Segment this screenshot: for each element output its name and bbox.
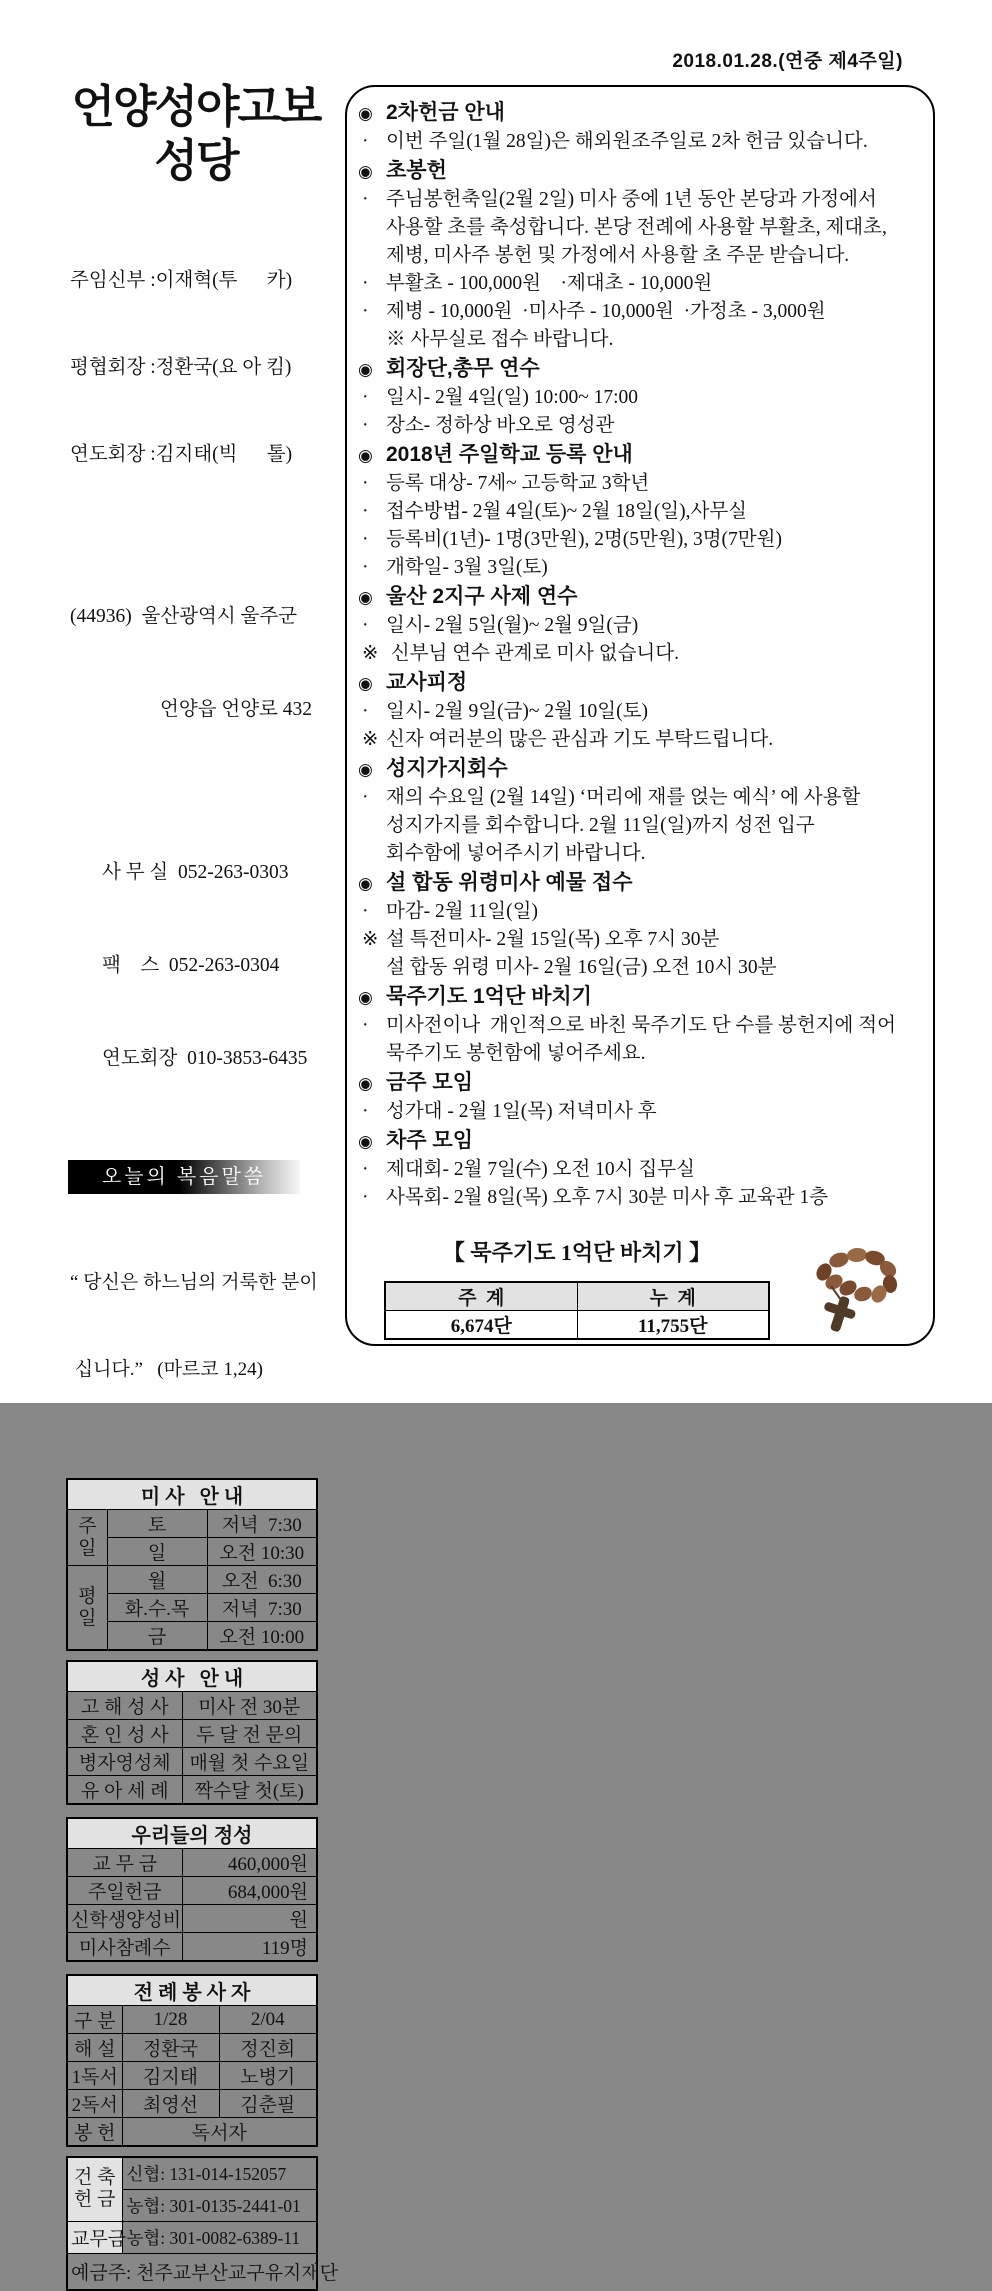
gospel-header-banner: 오늘의 복음말씀 bbox=[68, 1160, 300, 1194]
sacrament-value: 짝수달 첫(토) bbox=[182, 1776, 317, 1805]
announcement-line bbox=[356, 698, 923, 726]
announcement-line bbox=[356, 326, 923, 354]
announcement-header bbox=[356, 354, 923, 384]
announcement-text: ※ 사무실로 접수 바랍니다. bbox=[386, 329, 614, 350]
announcement-text: 제병 - 10,000원 ·미사주 - 10,000원 ·가정초 - 3,000원 bbox=[386, 301, 826, 322]
fisheye-bullet-icon: ◉ bbox=[358, 874, 373, 893]
address-block bbox=[62, 539, 330, 787]
announcement-line bbox=[356, 214, 923, 242]
col-header: 구 분 bbox=[67, 2006, 122, 2034]
announcement-line bbox=[356, 1098, 923, 1126]
address-line1: (44936) 울산광역시 울주군 bbox=[70, 606, 298, 627]
offering-label: 주일헌금 bbox=[67, 1877, 182, 1905]
announcement-line bbox=[356, 726, 923, 754]
table-title: 성 사 안 내 bbox=[67, 1661, 317, 1692]
announcement-line bbox=[356, 784, 923, 812]
announcement-line bbox=[356, 526, 923, 554]
offering-value: 684,000원 bbox=[182, 1877, 317, 1905]
announcement-line bbox=[356, 270, 923, 298]
announcement-header bbox=[356, 98, 923, 128]
announcement-header bbox=[356, 582, 923, 612]
announcement-text: 성지가지회수 bbox=[386, 757, 508, 780]
announcement-text: 회수함에 넣어주시기 바랍니다. bbox=[386, 843, 646, 864]
dot-bullet-icon: · bbox=[362, 301, 369, 322]
sacrament-table bbox=[66, 1660, 318, 1805]
dot-bullet-icon: · bbox=[362, 1015, 369, 1036]
mass-day: 토 bbox=[107, 1510, 207, 1538]
announcement-line bbox=[356, 1040, 923, 1068]
dot-bullet-icon: · bbox=[362, 701, 369, 722]
announcement-text: 회장단,총무 연수 bbox=[386, 357, 540, 380]
server-role: 1독서 bbox=[67, 2062, 122, 2090]
announcement-text: 재의 수요일 (2월 14일) ‘머리에 재를 얹는 예식’ 에 사용할 bbox=[386, 787, 861, 808]
announcement-header bbox=[356, 754, 923, 784]
church-name-line1: 언양성야고보 bbox=[71, 81, 321, 132]
rosary-tally-title: 【 묵주기도 1억단 바치기 】 bbox=[442, 1240, 712, 1265]
account-label-building: 건 축 헌 금 bbox=[67, 2157, 122, 2221]
left-column bbox=[62, 72, 338, 2291]
announcement-text: 신자 여러분의 많은 관심과 기도 부탁드립니다. bbox=[386, 729, 774, 750]
announcement-text: 설 합동 위령미사 예물 접수 bbox=[386, 871, 633, 894]
gospel-quote bbox=[62, 1210, 330, 1442]
announcement-text: 개학일- 3월 3일(토) bbox=[386, 557, 548, 578]
mass-day: 화.수.목 bbox=[107, 1594, 207, 1622]
sacrament-value: 미사 전 30분 bbox=[182, 1692, 317, 1720]
total-count: 11,755단 bbox=[577, 1311, 769, 1340]
offering-label: 미사참례수 bbox=[67, 1933, 182, 1962]
announcement-header bbox=[356, 668, 923, 698]
announcement-text: 미사전이나 개인적으로 바친 묵주기도 단 수를 봉헌지에 적어 bbox=[386, 1015, 896, 1036]
mass-day: 일 bbox=[107, 1538, 207, 1566]
announcement-line bbox=[356, 1012, 923, 1040]
announcement-text: 접수방법- 2월 4일(토)~ 2월 18일(일),사무실 bbox=[386, 501, 748, 522]
announcement-text: 일시- 2월 9일(금)~ 2월 10일(토) bbox=[386, 701, 648, 722]
announcement-list bbox=[356, 98, 923, 1212]
reference-mark-icon: ※ bbox=[362, 643, 379, 664]
gospel-quote-line1: “ 당신은 하느님의 거룩한 분이 bbox=[70, 1272, 318, 1293]
phone-fax: 팩 스 052-263-0304 bbox=[102, 955, 280, 976]
sacrament-value: 두 달 전 문의 bbox=[182, 1720, 317, 1748]
announcement-line bbox=[356, 812, 923, 840]
col-header: 2/04 bbox=[219, 2006, 317, 2034]
offering-label: 교 무 금 bbox=[67, 1849, 182, 1877]
announcement-line bbox=[356, 554, 923, 582]
dot-bullet-icon: · bbox=[362, 1187, 369, 1208]
announcement-text: 제대회- 2월 7일(수) 오전 10시 집무실 bbox=[386, 1159, 695, 1180]
announcement-text: 울산 2지구 사제 연수 bbox=[386, 585, 578, 608]
staff-council: 평협회장 :정환국(요 아 킴) bbox=[70, 357, 292, 378]
announcement-line bbox=[356, 926, 923, 954]
announcement-line bbox=[356, 954, 923, 982]
announcement-header bbox=[356, 1126, 923, 1156]
server-name: 김지태 bbox=[122, 2062, 219, 2090]
dot-bullet-icon: · bbox=[362, 501, 369, 522]
announcement-line bbox=[356, 1156, 923, 1184]
announcement-line bbox=[356, 384, 923, 412]
announcement-header bbox=[356, 1068, 923, 1098]
server-role: 해 설 bbox=[67, 2034, 122, 2062]
announcement-line bbox=[356, 498, 923, 526]
announcement-line bbox=[356, 242, 923, 270]
phone-office: 사 무 실 052-263-0303 bbox=[102, 862, 289, 883]
dot-bullet-icon: · bbox=[362, 1101, 369, 1122]
announcement-text: 교사피정 bbox=[386, 671, 468, 694]
announcement-text: 신부님 연수 관계로 미사 없습니다. bbox=[386, 643, 679, 664]
announcement-text: 사용할 초를 축성합니다. 본당 전례에 사용할 부활초, 제대초, bbox=[386, 217, 887, 238]
announcement-line bbox=[356, 640, 923, 668]
mass-time: 오전 10:30 bbox=[207, 1538, 317, 1566]
announcement-text: 설 합동 위령 미사- 2월 16일(금) 오전 10시 30분 bbox=[386, 957, 777, 978]
announcement-text: 주님봉헌축일(2월 2일) 미사 중에 1년 동안 본당과 가정에서 bbox=[386, 189, 877, 210]
phone-yeondo: 연도회장 010-3853-6435 bbox=[102, 1048, 308, 1069]
mass-time: 저녁 7:30 bbox=[207, 1594, 317, 1622]
announcement-text: 차주 모임 bbox=[386, 1129, 473, 1152]
fisheye-bullet-icon: ◉ bbox=[358, 588, 373, 607]
server-name: 김춘필 bbox=[219, 2090, 317, 2118]
mass-day: 금 bbox=[107, 1622, 207, 1651]
announcement-text: 초봉헌 bbox=[386, 159, 447, 182]
announcement-text: 등록비(1년)- 1명(3만원), 2명(5만원), 3명(7만원) bbox=[386, 529, 782, 550]
liturgy-servers-table bbox=[66, 1974, 318, 2147]
announcement-line bbox=[356, 298, 923, 326]
account-label-fee: 교무금 bbox=[67, 2221, 122, 2253]
dot-bullet-icon: · bbox=[362, 473, 369, 494]
offering-label: 신학생양성비 bbox=[67, 1905, 182, 1933]
fisheye-bullet-icon: ◉ bbox=[358, 674, 373, 693]
account-number: 농협: 301-0082-6389-11 bbox=[122, 2221, 317, 2253]
dot-bullet-icon: · bbox=[362, 415, 369, 436]
announcement-header bbox=[356, 156, 923, 186]
staff-yeondo: 연도회장 :김지태(빅 톨) bbox=[70, 444, 293, 465]
sacrament-label: 고 해 성 사 bbox=[67, 1692, 182, 1720]
fisheye-bullet-icon: ◉ bbox=[358, 360, 373, 379]
mass-time: 오전 6:30 bbox=[207, 1566, 317, 1594]
dot-bullet-icon: · bbox=[362, 273, 369, 294]
server-name: 최영선 bbox=[122, 2090, 219, 2118]
announcement-line bbox=[356, 128, 923, 156]
phone-block bbox=[62, 795, 330, 1136]
announcement-line bbox=[356, 898, 923, 926]
col-header-week: 주 계 bbox=[385, 1282, 577, 1311]
dot-bullet-icon: · bbox=[362, 387, 369, 408]
announcement-text: 장소- 정하상 바오로 영성관 bbox=[386, 415, 615, 436]
sacrament-label: 병자영성체 bbox=[67, 1748, 182, 1776]
announcement-header bbox=[356, 868, 923, 898]
church-name-line2: 성당 bbox=[154, 135, 238, 186]
offering-value: 119명 bbox=[182, 1933, 317, 1962]
reference-mark-icon: ※ bbox=[362, 929, 379, 950]
sacrament-label: 유 아 세 례 bbox=[67, 1776, 182, 1805]
announcement-text: 성가대 - 2월 1일(목) 저녁미사 후 bbox=[386, 1101, 657, 1122]
rosary-photo bbox=[791, 1238, 911, 1342]
announcement-line bbox=[356, 412, 923, 440]
offering-value: 460,000원 bbox=[182, 1849, 317, 1877]
day-group-sunday: 주 일 bbox=[67, 1510, 107, 1566]
announcement-line bbox=[356, 470, 923, 498]
announcement-line bbox=[356, 840, 923, 868]
announcement-line bbox=[356, 186, 923, 214]
mass-day: 월 bbox=[107, 1566, 207, 1594]
server-name: 노병기 bbox=[219, 2062, 317, 2090]
col-header-total: 누 계 bbox=[577, 1282, 769, 1311]
fisheye-bullet-icon: ◉ bbox=[358, 1132, 373, 1151]
fisheye-bullet-icon: ◉ bbox=[358, 760, 373, 779]
announcement-text: 묵주기도 봉헌함에 넣어주세요. bbox=[386, 1043, 646, 1064]
issue-date: 2018.01.28.(연중 제4주일) bbox=[672, 51, 903, 72]
fisheye-bullet-icon: ◉ bbox=[358, 1074, 373, 1093]
announcement-text: 2018년 주일학교 등록 안내 bbox=[386, 443, 633, 466]
fisheye-bullet-icon: ◉ bbox=[358, 988, 373, 1007]
announcement-text: 제병, 미사주 봉헌 및 가정에서 사용할 초 주문 받습니다. bbox=[386, 245, 850, 266]
dot-bullet-icon: · bbox=[362, 557, 369, 578]
announcement-text: 2차헌금 안내 bbox=[386, 101, 505, 124]
announcement-text: 일시- 2월 5일(월)~ 2월 9일(금) bbox=[386, 615, 639, 636]
staff-list bbox=[62, 208, 330, 527]
announcement-header bbox=[356, 982, 923, 1012]
table-title: 전 례 봉 사 자 bbox=[67, 1975, 317, 2006]
fisheye-bullet-icon: ◉ bbox=[358, 162, 373, 181]
announcement-text: 설 특전미사- 2월 15일(목) 오후 7시 30분 bbox=[386, 929, 720, 950]
announcement-text: 마감- 2월 11일(일) bbox=[386, 901, 538, 922]
fisheye-bullet-icon: ◉ bbox=[358, 446, 373, 465]
mass-schedule-table bbox=[66, 1478, 318, 1651]
address-line2: 언양읍 언양로 432 bbox=[160, 699, 313, 720]
account-holder: 예금주: 천주교부산교구유지재단 bbox=[67, 2253, 317, 2290]
mass-time: 저녁 7:30 bbox=[207, 1510, 317, 1538]
announcement-text: 등록 대상- 7세~ 고등학교 3학년 bbox=[386, 473, 650, 494]
offering-value: 원 bbox=[182, 1905, 317, 1933]
dot-bullet-icon: · bbox=[362, 901, 369, 922]
server-name: 독서자 bbox=[122, 2118, 317, 2147]
fisheye-bullet-icon: ◉ bbox=[358, 104, 373, 123]
bank-accounts-table bbox=[66, 2156, 338, 2291]
dot-bullet-icon: · bbox=[362, 131, 369, 152]
table-title: 미 사 안 내 bbox=[67, 1479, 317, 1510]
mass-time: 오전 10:00 bbox=[207, 1622, 317, 1651]
rosary-tally-table bbox=[384, 1281, 770, 1340]
announcement-text: 묵주기도 1억단 바치기 bbox=[386, 985, 592, 1008]
account-number: 농협: 301-0135-2441-01 bbox=[122, 2189, 317, 2221]
announcement-text: 사목회- 2월 8일(목) 오후 7시 30분 미사 후 교육관 1층 bbox=[386, 1187, 829, 1208]
server-name: 정진희 bbox=[219, 2034, 317, 2062]
announcement-text: 이번 주일(1월 28일)은 해외원조주일로 2차 헌금 있습니다. bbox=[386, 131, 868, 152]
sacrament-value: 매월 첫 수요일 bbox=[182, 1748, 317, 1776]
dot-bullet-icon: · bbox=[362, 787, 369, 808]
rosary-tally-section bbox=[356, 1236, 923, 1356]
dot-bullet-icon: · bbox=[362, 189, 369, 210]
announcement-text: 금주 모임 bbox=[386, 1071, 473, 1094]
offering-table bbox=[66, 1817, 318, 1962]
announcement-text: 일시- 2월 4일(일) 10:00~ 17:00 bbox=[386, 387, 639, 408]
announcement-header bbox=[356, 440, 923, 470]
server-role: 2독서 bbox=[67, 2090, 122, 2118]
announcement-line bbox=[356, 612, 923, 640]
week-count: 6,674단 bbox=[385, 1311, 577, 1340]
gospel-quote-line2: 십니다.” (마르코 1,24) bbox=[70, 1359, 263, 1380]
announcement-line bbox=[356, 1184, 923, 1212]
account-number: 신협: 131-014-152057 bbox=[122, 2157, 317, 2189]
sacrament-label: 혼 인 성 사 bbox=[67, 1720, 182, 1748]
reference-mark-icon: ※ bbox=[362, 729, 379, 750]
announcements-panel bbox=[345, 85, 935, 1346]
staff-pastor: 주임신부 :이재혁(투 카) bbox=[70, 270, 293, 291]
server-name: 정환국 bbox=[122, 2034, 219, 2062]
server-role: 봉 헌 bbox=[67, 2118, 122, 2147]
day-group-weekday: 평 일 bbox=[67, 1566, 107, 1651]
church-name bbox=[62, 80, 330, 188]
announcement-text: 부활초 - 100,000원 ·제대초 - 10,000원 bbox=[386, 273, 713, 294]
table-title: 우리들의 정성 bbox=[67, 1818, 317, 1849]
announcement-text: 성지가지를 회수합니다. 2월 11일(일)까지 성전 입구 bbox=[386, 815, 815, 836]
dot-bullet-icon: · bbox=[362, 1159, 369, 1180]
dot-bullet-icon: · bbox=[362, 529, 369, 550]
dot-bullet-icon: · bbox=[362, 615, 369, 636]
col-header: 1/28 bbox=[122, 2006, 219, 2034]
